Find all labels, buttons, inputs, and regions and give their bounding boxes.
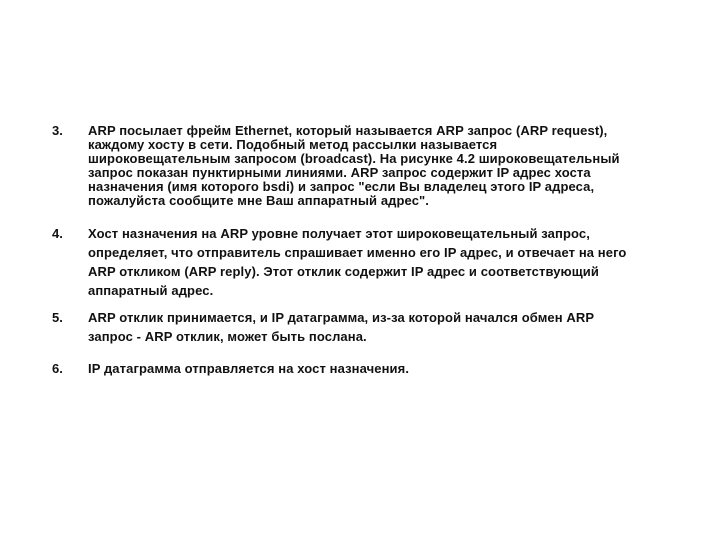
item-text: ARP отклик принимается, и IP датаграмма, из-за которой начался обмен ARP запрос - ARP отклик, может быть послана. <box>88 310 595 344</box>
item-text: Хост назначения на ARP уровне получает этот широковещательный запрос, определяет, что отправитель спрашивает именно его IP адрес, и отвечает на него ARP откликом (ARP reply). Этот отклик содержит IP адрес и соответствующий аппаратный адрес. <box>88 226 627 298</box>
item-text: ARP посылает фрейм Ethernet, который называется ARP запрос (ARP request), каждому хосту в сети. Подобный метод рассылки называется широковещательным запросом (broadcast). На рисунке 4.2 широковещательный запрос показан пунктирными линиями. ARP запрос содержит IP адрес хоста назначения (имя которого bsdi) и запрос "если Вы владелец этого IP адреса, пожалуйста сообщите мне Ваш аппаратный адрес". <box>88 123 620 208</box>
list-item <box>52 359 672 378</box>
list-item <box>52 308 672 346</box>
item-number: 5. <box>52 310 63 325</box>
item-number: 6. <box>52 361 63 376</box>
item-number: 4. <box>52 226 63 241</box>
item-number: 3. <box>52 123 63 138</box>
list-item <box>52 124 672 208</box>
list-item <box>52 224 672 300</box>
item-text: IP датаграмма отправляется на хост назначения. <box>88 361 410 376</box>
